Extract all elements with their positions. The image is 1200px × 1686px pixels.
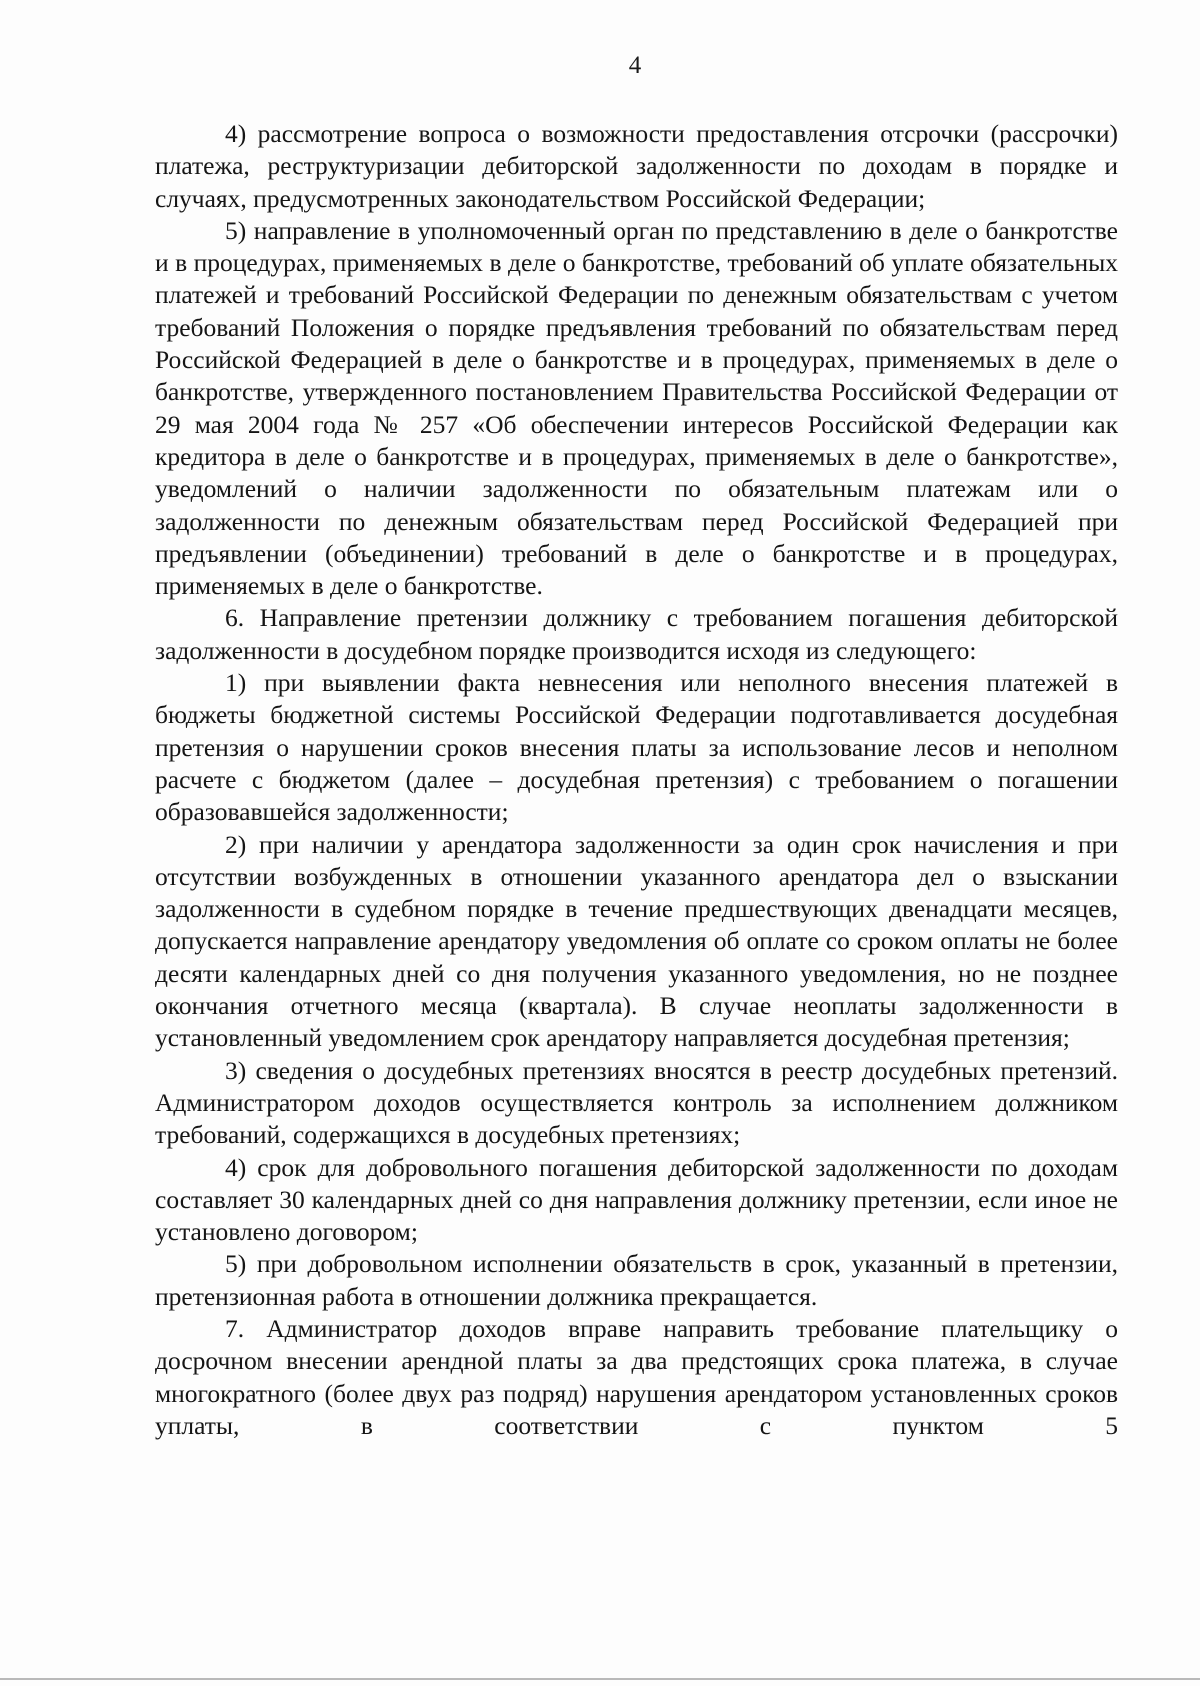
paragraph-item-4-voluntary-term: 4) срок для добровольного погашения дебиторской задолженности по доходам составляет 30 календарных дней со дня направления должнику претензии, если иное не установлено договором; [155,1152,1118,1247]
paragraph-item-5-bankruptcy-claims: 5) направление в уполномоченный орган по представлению в деле о банкротстве и в процедурах, применяемых в деле о банкротстве, требований об уплате обязательных платежей и требований Российской Федерации по денежным обязательствам с учетом требований Положения о порядке предъявления требований по обязательствам перед Российской Федерацией в деле о банкротстве и в процедурах, применяемых в деле о банкротстве, утвержденного постановлением Правительства Российской Федерации от 29 мая 2004 года № 257 «Об обеспечении интересов Российской Федерации как кредитора в деле о банкротстве и в процедурах, применяемых в деле о банкротстве», уведомлений о наличии задолженности по обязательным платежам или о задолженности по денежным обязательствам перед Российской Федерацией при предъявлении (объединении) требований в деле о банкротстве и в процедурах, применяемых в деле о банкротстве. [155,215,1118,601]
paragraph-clause-7-early-payment: 7. Администратор доходов вправе направить требование плательщику о досрочном внесении арендной платы за два предстоящих срока платежа, в случае многократного (более двух раз подряд) нарушения арендатором установленных сроков уплаты, в соответствии с пунктом 5 [155,1313,1118,1440]
paragraph-item-4-deferral: 4) рассмотрение вопроса о возможности предоставления отсрочки (рассрочки) платежа, реструктуризации дебиторской задолженности по доходам в порядке и случаях, предусмотренных законодательством Российской Федерации; [155,119,1118,213]
page-number: 4 [628,52,642,79]
document-body [155,118,1118,1442]
paragraph-item-5-voluntary-fulfilment: 5) при добровольном исполнении обязательств в срок, указанный в претензии, претензионная работа в отношении должника прекращается. [155,1249,1118,1311]
scan-bottom-edge [0,1678,1200,1680]
paragraph-clause-6-claim-procedure: 6. Направление претензии должнику с требованием погашения дебиторской задолженности в досудебном порядке производится исходя из следующего: [155,603,1118,665]
paragraph-item-2-notice: 2) при наличии у арендатора задолженности за один срок начисления и при отсутствии возбужденных в отношении указанного арендатора дел о взыскании задолженности в судебном порядке в течение предшествующих двенадцати месяцев, допускается направление арендатору уведомления об оплате со сроком оплаты не более десяти календарных дней со дня получения указанного уведомления, но не позднее окончания отчетного месяца (квартала). В случае неоплаты задолженности в установленный уведомлением срок арендатору направляется досудебная претензия; [155,829,1118,1053]
paragraph-item-1-pretrial-claim: 1) при выявлении факта невнесения или неполного внесения платежей в бюджеты бюджетной системы Российской Федерации подготавливается досудебная претензия о нарушении сроков внесения платы за использование лесов и неполном расчете с бюджетом (далее – досудебная претензия) с требованием о погашении образовавшейся задолженности; [155,668,1118,827]
paragraph-item-3-claims-register: 3) сведения о досудебных претензиях вносятся в реестр досудебных претензий. Администратором доходов осуществляется контроль за исполнением должником требований, содержащихся в досудебных претензиях; [155,1055,1118,1150]
